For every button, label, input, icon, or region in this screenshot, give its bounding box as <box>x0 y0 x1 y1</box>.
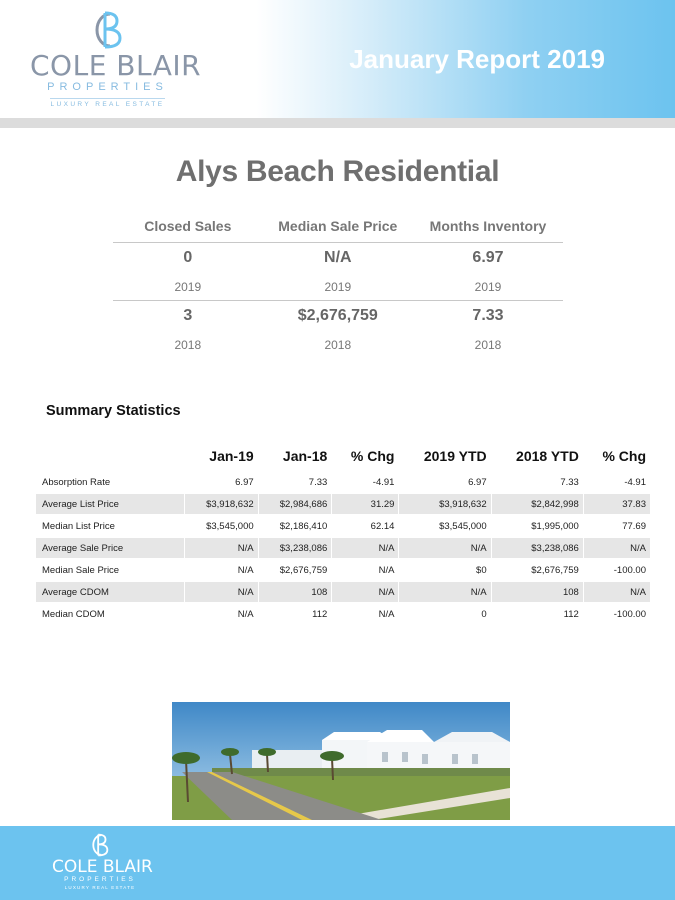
alys-beach-photo <box>172 702 510 820</box>
table-cell: -4.91 <box>583 472 650 492</box>
table-cell: 112 <box>258 604 332 624</box>
table-cell: N/A <box>398 582 490 602</box>
table-cell: 0 <box>398 604 490 624</box>
metric-year-row <box>113 331 563 358</box>
metric-value: $2,676,759 <box>297 307 378 324</box>
metric-year: 2018 <box>474 337 502 352</box>
table-cell: N/A <box>583 538 650 558</box>
cb-monogram-icon <box>90 10 126 50</box>
table-cell: N/A <box>583 582 650 602</box>
stats-header-jan-19: Jan-19 <box>209 448 254 464</box>
table-cell: $2,984,686 <box>258 494 332 514</box>
table-cell: 108 <box>258 582 332 602</box>
table-row <box>36 472 650 492</box>
row-label: Median List Price <box>42 520 115 532</box>
table-row <box>36 604 650 624</box>
table-row <box>36 560 650 580</box>
table-cell: 112 <box>491 604 583 624</box>
table-cell: $3,238,086 <box>258 538 332 558</box>
table-cell: N/A <box>184 604 258 624</box>
footer-banner <box>0 826 675 900</box>
table-cell: $3,918,632 <box>184 494 258 514</box>
table-cell: N/A <box>331 538 398 558</box>
table-cell: $3,238,086 <box>491 538 583 558</box>
row-label: Median CDOM <box>42 608 105 620</box>
metric-values-row <box>113 301 563 332</box>
footer-logo-name: COLE BLAIR <box>52 857 153 877</box>
row-label: Median Sale Price <box>42 564 120 576</box>
table-cell: 108 <box>491 582 583 602</box>
stats-header-label <box>36 442 184 470</box>
metric-year: 2018 <box>324 337 352 352</box>
metric-header-months-inventory: Months Inventory <box>413 210 563 243</box>
table-cell: 6.97 <box>184 472 258 492</box>
metric-value: 7.33 <box>472 307 504 324</box>
table-cell: $3,545,000 <box>184 516 258 536</box>
logo-tagline: LUXURY REAL ESTATE <box>50 98 164 109</box>
stats-header-row <box>36 442 650 470</box>
table-cell: N/A <box>184 538 258 558</box>
footer-logo <box>52 832 153 891</box>
table-cell: $2,676,759 <box>258 560 332 580</box>
row-label: Average List Price <box>36 494 184 514</box>
table-cell: 7.33 <box>491 472 583 492</box>
table-cell: N/A <box>184 560 258 580</box>
metric-header-median-sale-price: Median Sale Price <box>263 210 413 243</box>
table-cell: -100.00 <box>583 604 650 624</box>
table-cell: $2,842,998 <box>491 494 583 514</box>
metric-values-row <box>113 243 563 274</box>
metric-year-row <box>113 273 563 301</box>
table-cell: N/A <box>331 560 398 580</box>
footer-logo-tagline: LUXURY REAL ESTATE <box>64 885 136 890</box>
metric-header-closed-sales: Closed Sales <box>113 210 263 243</box>
table-cell: N/A <box>331 604 398 624</box>
metric-year: 2019 <box>263 273 413 301</box>
stats-header-ytd-pct-chg: % Chg <box>602 448 646 464</box>
footer-logo-subtitle: PROPERTIES <box>64 876 136 883</box>
stats-header-jan-18: Jan-18 <box>282 448 328 464</box>
row-label: Average CDOM <box>36 582 184 602</box>
logo-name: COLE BLAIR <box>30 49 202 82</box>
table-cell: $2,186,410 <box>258 516 332 536</box>
table-cell: 62.14 <box>331 516 398 536</box>
table-cell: $0 <box>398 560 490 580</box>
table-cell: N/A <box>331 582 398 602</box>
metric-value: 6.97 <box>472 249 504 266</box>
cole-blair-logo <box>30 10 202 110</box>
metric-value: N/A <box>324 249 352 266</box>
stats-header-pct-chg: % Chg <box>350 448 395 464</box>
table-cell: -100.00 <box>583 560 650 580</box>
stats-header-2019-ytd: 2019 YTD <box>423 448 487 464</box>
summary-stats-table <box>36 440 650 626</box>
table-cell: N/A <box>398 538 490 558</box>
metric-year: 2019 <box>413 273 563 301</box>
stats-header-2018-ytd: 2018 YTD <box>516 448 579 464</box>
table-cell: -4.91 <box>331 472 398 492</box>
metric-year: 2018 <box>174 337 202 352</box>
metric-value: 0 <box>183 249 193 266</box>
table-cell: $1,995,000 <box>491 516 583 536</box>
table-cell: 7.33 <box>258 472 332 492</box>
table-cell: 37.83 <box>583 494 650 514</box>
table-row <box>36 582 650 602</box>
logo-subtitle: PROPERTIES <box>47 81 168 93</box>
table-cell: 77.69 <box>583 516 650 536</box>
summary-title: Summary Statistics <box>46 403 181 419</box>
table-cell: 6.97 <box>398 472 490 492</box>
header-divider <box>0 118 675 128</box>
table-cell: N/A <box>184 582 258 602</box>
alys-beach-illustration <box>172 702 510 820</box>
header-banner <box>0 0 675 118</box>
table-row <box>36 538 650 558</box>
page-title: Alys Beach Residential <box>175 155 500 188</box>
cb-monogram-icon <box>89 832 111 858</box>
row-label: Absorption Rate <box>42 476 111 488</box>
table-row <box>36 494 650 514</box>
table-cell: 31.29 <box>331 494 398 514</box>
metric-year: 2019 <box>113 273 263 301</box>
table-cell: $3,545,000 <box>398 516 490 536</box>
report-title: January Report 2019 <box>349 44 605 74</box>
row-label: Average Sale Price <box>36 538 184 558</box>
metric-value: 3 <box>183 307 193 324</box>
table-cell: $3,918,632 <box>398 494 490 514</box>
key-metrics-table <box>113 210 563 358</box>
table-cell: $2,676,759 <box>491 560 583 580</box>
table-row <box>36 516 650 536</box>
